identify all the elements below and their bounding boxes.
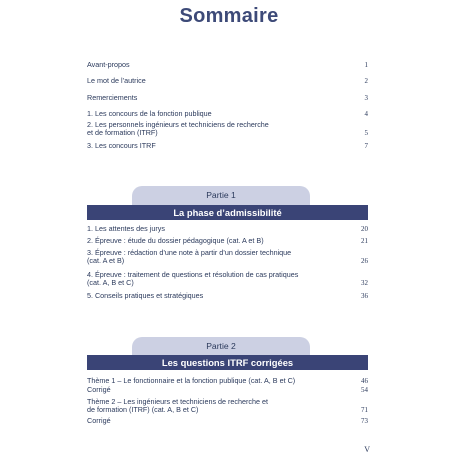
toc-entry-concours-fonction-publique[interactable] [87,110,368,118]
toc-entry-page: 71 [361,406,368,414]
toc-entry-redaction-note[interactable] [87,249,368,265]
toc-entry-page: 2 [364,77,368,85]
toc-entry-page: 5 [364,129,368,137]
toc-entry-text: Le mot de l’autrice [87,76,146,85]
toc-entry-text: 3. Épreuve : rédaction d’une note à partir d’un dossier technique (cat. A et B) [87,248,292,265]
toc-entry-corrige-2[interactable] [87,417,368,425]
toc-entry-text: 4. Épreuve : traitement de questions et résolution de cas pratiques (cat. A, B et C) [87,270,299,287]
toc-entry-cas-pratiques[interactable] [87,271,368,287]
toc-entry-text: 2. Les personnels ingénieurs et techniciens de recherche et de formation (ITRF) [87,120,269,137]
toc-entry-text: 1. Les attentes des jurys [87,224,165,233]
toc-entry-page: 20 [361,225,368,233]
toc-entry-mot-autrice[interactable] [87,77,368,85]
toc-entry-avant-propos[interactable] [87,61,368,69]
toc-entry-text: Thème 1 – Le fonctionnaire et la fonction publique (cat. A, B et C) [87,376,296,385]
toc-entry-text: Corrigé [87,416,111,425]
toc-entry-page: 7 [364,142,368,150]
toc-entry-page: 21 [361,237,368,245]
toc-entry-page: 46 [361,377,368,385]
toc-entry-text: Remerciements [87,93,138,102]
toc-entry-text: Corrigé [87,385,111,394]
part-2-heading: Les questions ITRF corrigées [87,355,368,370]
toc-entry-attentes-jurys[interactable] [87,225,368,233]
toc-entry-personnels-itrf[interactable] [87,121,368,137]
toc-entry-theme-1[interactable] [87,377,368,385]
part-1-heading: La phase d’admissibilité [87,205,368,220]
toc-entry-text: Thème 2 – Les ingénieurs et techniciens de recherche et de formation (ITRF) (cat. A, B et C) [87,397,268,414]
toc-entry-page: 26 [361,257,368,265]
toc-entry-page: 32 [361,279,368,287]
toc-entry-dossier-pedagogique[interactable] [87,237,368,245]
toc-entry-corrige-1[interactable] [87,386,368,394]
toc-entry-page: 3 [364,94,368,102]
page-number: V [364,445,370,454]
toc-entry-theme-2[interactable] [87,398,368,414]
toc-entry-text: 3. Les concours ITRF [87,141,156,150]
toc-entry-page: 1 [364,61,368,69]
toc-entry-page: 73 [361,417,368,425]
toc-entry-page: 4 [364,110,368,118]
toc-entry-concours-itrf[interactable] [87,142,368,150]
toc-entry-text: Avant-propos [87,60,130,69]
toc-entry-conseils[interactable] [87,292,368,300]
toc-entry-text: 1. Les concours de la fonction publique [87,109,212,118]
toc-entry-text: 2. Épreuve : étude du dossier pédagogique (cat. A et B) [87,236,264,245]
page-title: Sommaire [179,5,279,27]
toc-entry-text: 5. Conseils pratiques et stratégiques [87,291,204,300]
toc-entry-page: 36 [361,292,368,300]
toc-entry-page: 54 [361,386,368,394]
toc-entry-remerciements[interactable] [87,94,368,102]
part-2-label: Partie 2 [132,337,310,357]
part-1-label: Partie 1 [132,186,310,206]
